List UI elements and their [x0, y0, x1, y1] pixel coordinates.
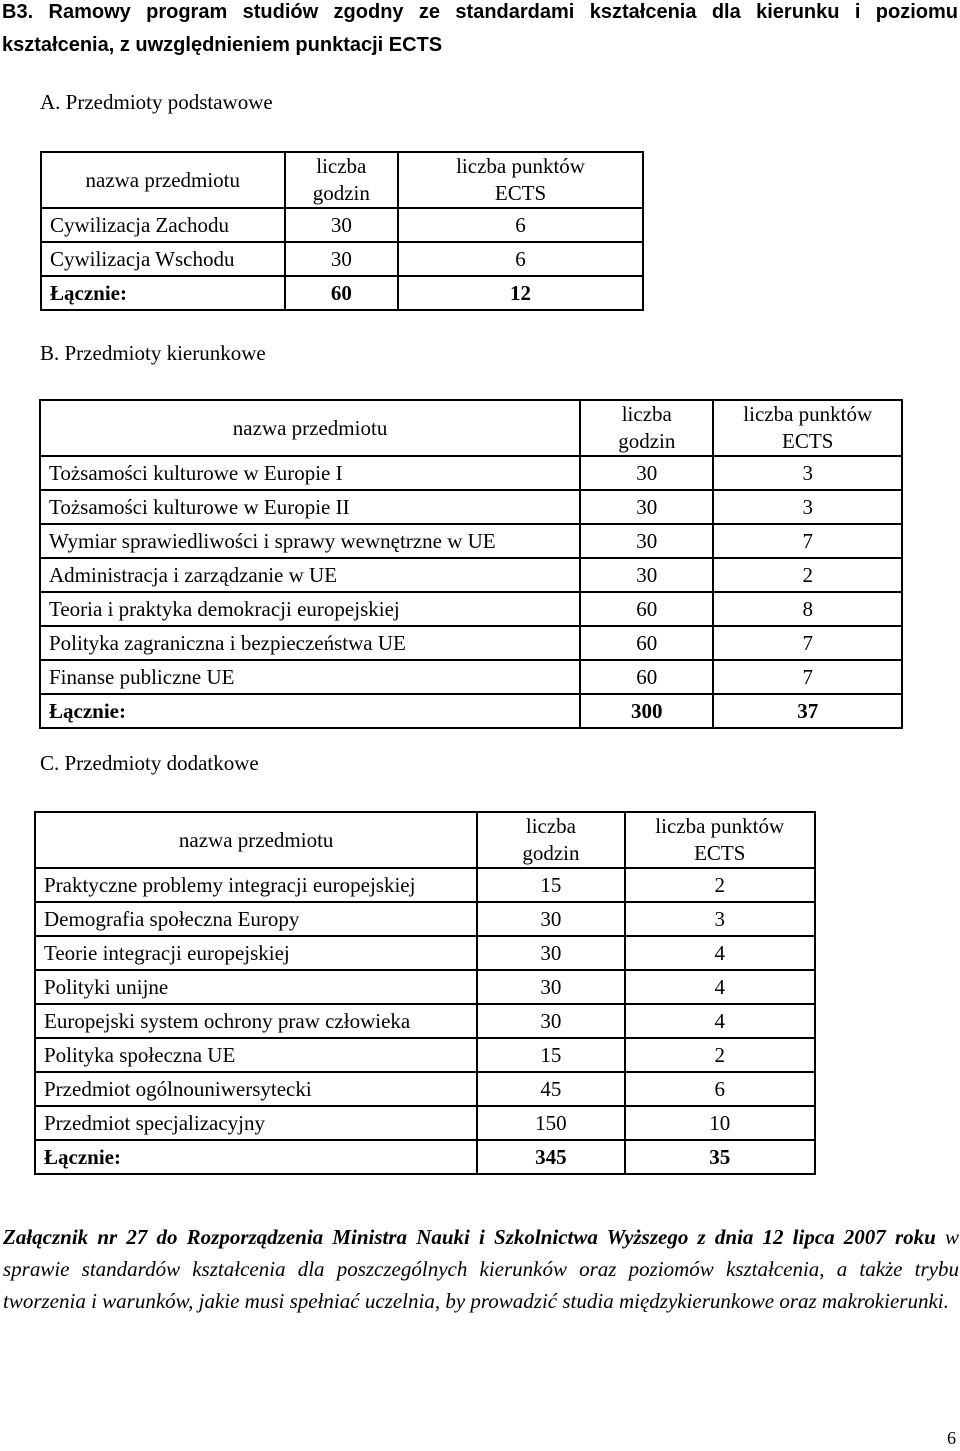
page-number: 6 [947, 1428, 956, 1448]
table-header-row [41, 152, 643, 208]
cell-hours: 30 [580, 456, 713, 490]
cell-hours: 30 [477, 970, 624, 1004]
cell-hours: 60 [580, 592, 713, 626]
total-row [35, 1140, 815, 1174]
cell-ects: 6 [398, 242, 643, 276]
total-ects: 37 [713, 694, 902, 728]
header-hours-line2: godzin [618, 429, 676, 453]
table-row [41, 208, 643, 242]
total-ects: 35 [625, 1140, 816, 1174]
table-header-row [40, 400, 902, 456]
cell-name: Polityki unijne [35, 970, 477, 1004]
cell-ects: 4 [625, 970, 816, 1004]
cell-name: Polityka zagraniczna i bezpieczeństwa UE [40, 626, 580, 660]
header-hours [477, 812, 624, 868]
total-hours: 60 [285, 276, 399, 310]
header-hours [285, 152, 399, 208]
table-row [35, 1004, 815, 1038]
table-row [35, 1106, 815, 1140]
section-b-table [39, 399, 903, 729]
header-ects [398, 152, 643, 208]
table-row [40, 490, 902, 524]
cell-hours: 30 [477, 1004, 624, 1038]
cell-ects: 6 [398, 208, 643, 242]
cell-hours: 30 [477, 936, 624, 970]
header-ects-line2: ECTS [694, 841, 746, 865]
document-heading: B3. Ramowy program studiów zgodny ze standardami kształcenia dla kierunku i poziomu kształcenia, z uwzględnieniem punktacji ECTS [2, 1, 958, 56]
total-label: Łącznie: [40, 694, 580, 728]
table-row [40, 558, 902, 592]
cell-ects: 3 [713, 456, 902, 490]
total-row [41, 276, 643, 310]
total-hours: 300 [580, 694, 713, 728]
header-ects-line2: ECTS [782, 429, 834, 453]
total-row [40, 694, 902, 728]
cell-name: Przedmiot ogólnouniwersytecki [35, 1072, 477, 1106]
table-row [35, 1038, 815, 1072]
cell-ects: 7 [713, 660, 902, 694]
header-ects-line1: liczba punktów [456, 154, 585, 178]
footnote-rest: w sprawie standardów kształcenia dla poszczególnych kierunków oraz poziomów kształcenia, a także trybu tworzenia i warunków, jakie musi spełniać uczelnia, by prowadzić studia międzykierunkowe oraz makrokierunki. [3, 1225, 959, 1313]
section-b-title: B. Przedmioty kierunkowe [40, 341, 266, 365]
header-ects-line1: liczba punktów [655, 814, 785, 838]
header-ects-line2: ECTS [494, 181, 547, 205]
cell-hours: 150 [477, 1106, 624, 1140]
header-hours [580, 400, 713, 456]
cell-ects: 2 [625, 1038, 816, 1072]
cell-ects: 3 [713, 490, 902, 524]
cell-hours: 30 [477, 902, 624, 936]
section-a-table [40, 151, 644, 311]
table-row [40, 660, 902, 694]
header-ects-line1: liczba punktów [743, 402, 873, 426]
header-hours-line1: liczba [621, 402, 672, 426]
cell-name: Cywilizacja Zachodu [41, 208, 285, 242]
cell-name: Administracja i zarządzanie w UE [40, 558, 580, 592]
cell-hours: 45 [477, 1072, 624, 1106]
cell-name: Tożsamości kulturowe w Europie I [40, 456, 580, 490]
header-ects [625, 812, 816, 868]
cell-hours: 30 [580, 524, 713, 558]
cell-ects: 2 [713, 558, 902, 592]
cell-ects: 10 [625, 1106, 816, 1140]
header-name: nazwa przedmiotu [35, 812, 477, 868]
cell-hours: 60 [580, 660, 713, 694]
total-label: Łącznie: [35, 1140, 477, 1174]
cell-name: Praktyczne problemy integracji europejskiej [35, 868, 477, 902]
header-hours-line1: liczba [316, 154, 367, 178]
cell-name: Tożsamości kulturowe w Europie II [40, 490, 580, 524]
cell-hours: 15 [477, 868, 624, 902]
header-hours-line1: liczba [525, 814, 576, 838]
table-row [35, 936, 815, 970]
table-row [40, 592, 902, 626]
header-ects [713, 400, 902, 456]
header-hours-line2: godzin [522, 841, 580, 865]
footnote [3, 1221, 959, 1317]
total-ects: 12 [398, 276, 643, 310]
cell-ects: 3 [625, 902, 816, 936]
cell-ects: 7 [713, 524, 902, 558]
total-hours: 345 [477, 1140, 624, 1174]
table-row [35, 868, 815, 902]
cell-name: Demografia społeczna Europy [35, 902, 477, 936]
cell-hours: 30 [285, 208, 399, 242]
cell-name: Wymiar sprawiedliwości i sprawy wewnętrzne w UE [40, 524, 580, 558]
cell-name: Teoria i praktyka demokracji europejskiej [40, 592, 580, 626]
cell-hours: 15 [477, 1038, 624, 1072]
table-row [40, 626, 902, 660]
total-label: Łącznie: [41, 276, 285, 310]
cell-name: Cywilizacja Wschodu [41, 242, 285, 276]
cell-name: Przedmiot specjalizacyjny [35, 1106, 477, 1140]
cell-name: Europejski system ochrony praw człowieka [35, 1004, 477, 1038]
footnote-bold: Załącznik nr 27 do Rozporządzenia Ministra Nauki i Szkolnictwa Wyższego z dnia 12 lipca 2007 roku [3, 1225, 936, 1249]
cell-ects: 8 [713, 592, 902, 626]
section-c-title: C. Przedmioty dodatkowe [40, 751, 259, 775]
cell-ects: 4 [625, 936, 816, 970]
header-name: nazwa przedmiotu [40, 400, 580, 456]
cell-name: Finanse publiczne UE [40, 660, 580, 694]
cell-ects: 6 [625, 1072, 816, 1106]
cell-hours: 30 [580, 490, 713, 524]
table-row [41, 242, 643, 276]
cell-name: Polityka społeczna UE [35, 1038, 477, 1072]
section-a-title: A. Przedmioty podstawowe [40, 90, 273, 114]
table-row [40, 456, 902, 490]
cell-ects: 2 [625, 868, 816, 902]
section-c-table [34, 811, 816, 1175]
table-row [40, 524, 902, 558]
table-row [35, 970, 815, 1004]
table-row [35, 902, 815, 936]
cell-hours: 60 [580, 626, 713, 660]
header-hours-line2: godzin [312, 181, 370, 205]
cell-name: Teorie integracji europejskiej [35, 936, 477, 970]
cell-hours: 30 [285, 242, 399, 276]
cell-ects: 4 [625, 1004, 816, 1038]
header-name: nazwa przedmiotu [41, 152, 285, 208]
cell-hours: 30 [580, 558, 713, 592]
cell-ects: 7 [713, 626, 902, 660]
table-header-row [35, 812, 815, 868]
table-row [35, 1072, 815, 1106]
